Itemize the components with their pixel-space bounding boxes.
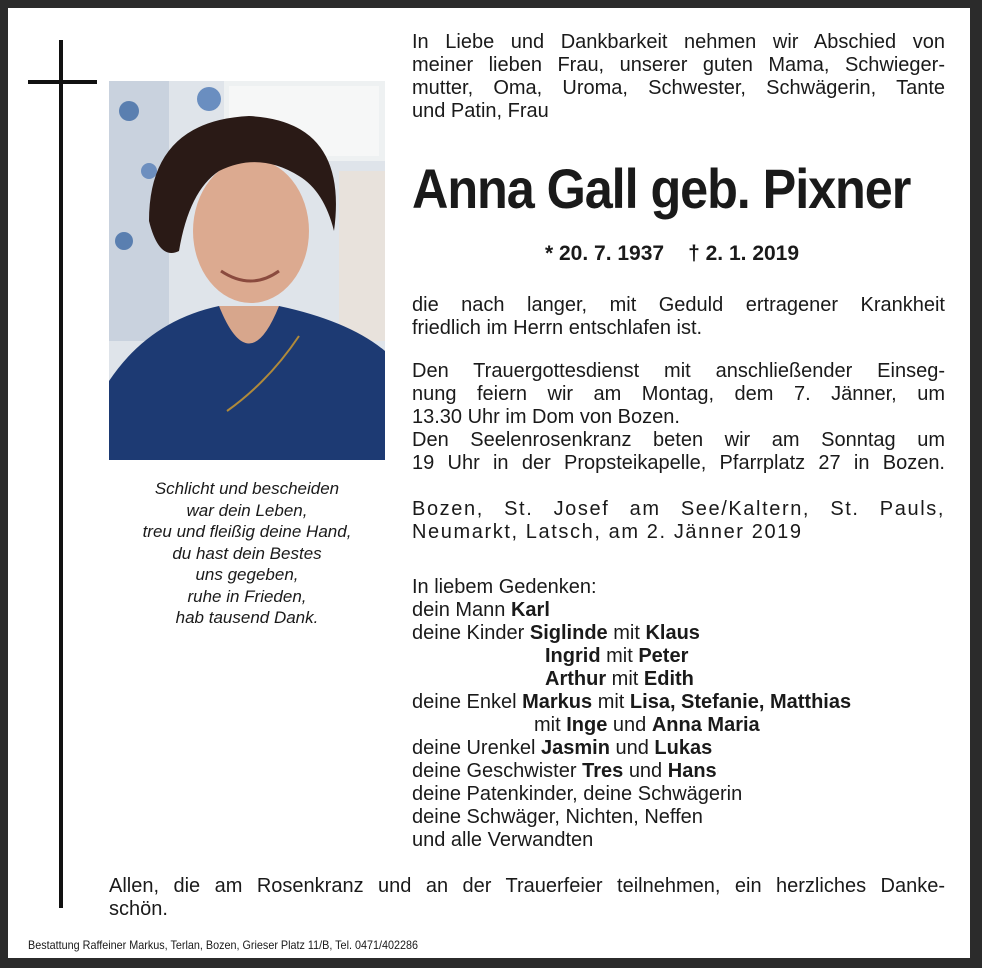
death-line: die nach langer, mit Geduld ertragener Krankheit xyxy=(412,294,945,316)
intro-line: und Patin, Frau xyxy=(412,100,549,122)
mourner-line-grandchildren: deine Enkel Markus mit Lisa, Stefanie, Matthias xyxy=(412,691,852,713)
memorial-verse xyxy=(109,478,385,629)
death-line: friedlich im Herrn entschlafen ist. xyxy=(412,317,703,339)
service-line: nung feiern wir am Montag, dem 7. Jänner, um xyxy=(412,383,945,405)
service-line: Den Seelenrosenkranz beten wir am Sonntag um xyxy=(412,429,945,451)
mourner-line-child: Arthur mit Edith xyxy=(545,668,694,690)
service-line: 13.30 Uhr im Dom von Bozen. xyxy=(412,406,680,428)
intro-text xyxy=(412,31,945,123)
intro-line: meiner lieben Frau, unserer guten Mama, Schwieger- xyxy=(412,54,945,76)
intro-line: mutter, Oma, Uroma, Schwester, Schwägerin, Tante xyxy=(412,77,945,99)
mourner-line: deine Patenkinder, deine Schwägerin xyxy=(412,783,743,805)
mourner-line-children: deine Kinder Siglinde mit Klaus xyxy=(412,622,700,644)
verse-line: hab tausend Dank. xyxy=(175,608,319,627)
thanks-text xyxy=(109,875,945,921)
thanks-line: schön. xyxy=(109,898,168,920)
verse-line: ruhe in Frieden, xyxy=(187,586,307,606)
verse-line: treu und fleißig deine Hand, xyxy=(142,522,352,541)
death-text xyxy=(412,294,945,340)
verse-line: uns gegeben, xyxy=(195,565,299,584)
verse-line: Schlicht und bescheiden xyxy=(154,479,340,498)
mourners-heading: In liebem Gedenken: xyxy=(412,576,597,598)
deceased-name: Anna Gall geb. Pixner xyxy=(412,157,911,220)
portrait-photo xyxy=(109,81,385,460)
service-line: 19 Uhr in der Propsteikapelle, Pfarrplatz 27 in Bozen. xyxy=(412,452,945,474)
mourner-line-siblings: deine Geschwister Tres und Hans xyxy=(412,760,717,782)
place-date-text xyxy=(412,498,945,544)
birth-date: * 20. 7. 1937 xyxy=(545,242,665,265)
service-text xyxy=(412,360,945,475)
mourner-line-grandchildren: mit Inge und Anna Maria xyxy=(534,714,760,736)
death-date: † 2. 1. 2019 xyxy=(688,242,800,265)
cross-icon xyxy=(59,40,63,908)
place-line: Bozen, St. Josef am See/Kaltern, St. Pauls, xyxy=(412,498,945,520)
service-line: Den Trauergottesdienst mit anschließender Einseg- xyxy=(412,360,945,382)
cross-icon-bar xyxy=(28,80,97,84)
mourner-line-husband: dein Mann Karl xyxy=(412,599,550,621)
place-line: Neumarkt, Latsch, am 2. Jänner 2019 xyxy=(412,521,803,543)
intro-line: In Liebe und Dankbarkeit nehmen wir Abschied von xyxy=(412,31,945,53)
verse-line: war dein Leben, xyxy=(186,500,308,520)
obituary-card xyxy=(8,8,970,958)
mourner-line-child: Ingrid mit Peter xyxy=(545,645,689,667)
thanks-line: Allen, die am Rosenkranz und an der Trauerfeier teilnehmen, ein herzliches Danke- xyxy=(109,875,945,897)
verse-line: du hast dein Bestes xyxy=(172,543,322,563)
funeral-home-footer: Bestattung Raffeiner Markus, Terlan, Bozen, Grieser Platz 11/B, Tel. 0471/402286 xyxy=(28,938,419,952)
mourners-list xyxy=(412,576,952,852)
mourner-line-great-grandchildren: deine Urenkel Jasmin und Lukas xyxy=(412,737,713,759)
mourner-line: und alle Verwandten xyxy=(412,829,594,851)
life-dates xyxy=(545,242,823,266)
mourner-line: deine Schwäger, Nichten, Neffen xyxy=(412,806,703,828)
